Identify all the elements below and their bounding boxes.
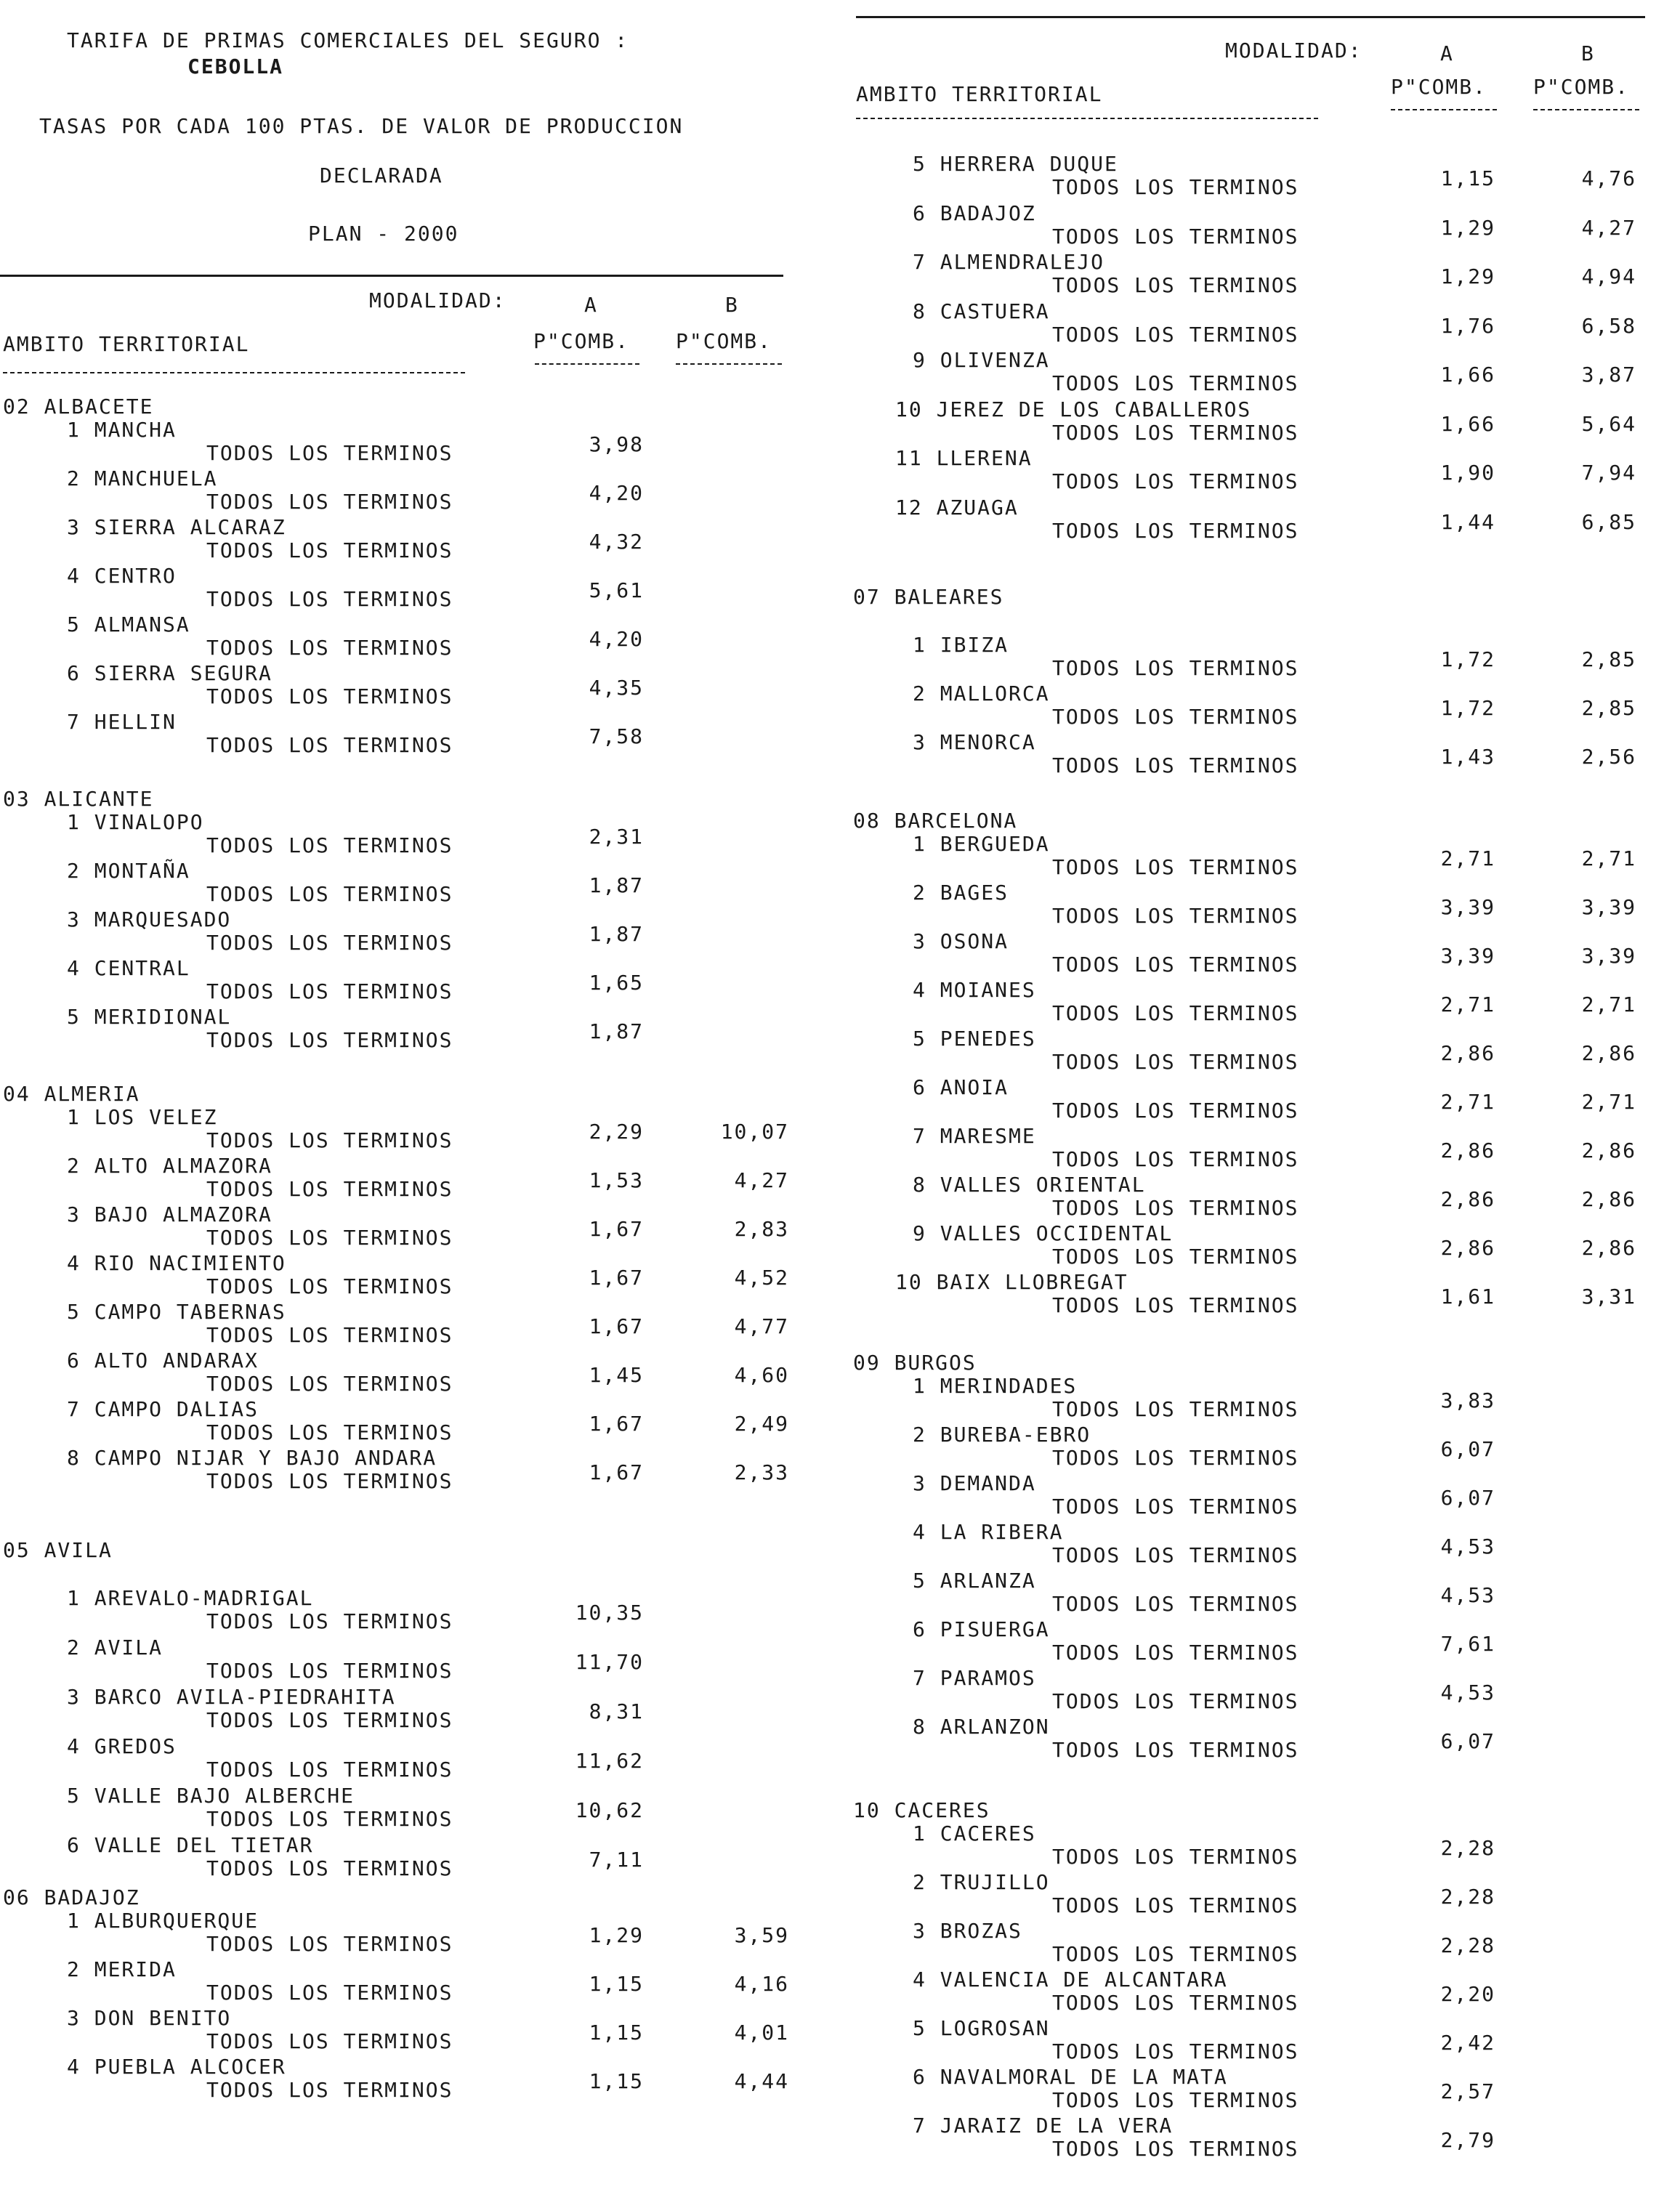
value-a: 1,90 — [1440, 461, 1495, 485]
doc-title: TARIFA DE PRIMAS COMERCIALES DEL SEGURO : — [67, 28, 629, 52]
term-label: TODOS LOS TERMINOS — [1052, 1641, 1299, 1665]
term-label: TODOS LOS TERMINOS — [1052, 175, 1299, 199]
value-b: 2,86 — [1581, 1187, 1636, 1211]
value-b: 4,52 — [734, 1266, 789, 1290]
value-a: 3,39 — [1440, 895, 1495, 919]
term-label: TODOS LOS TERMINOS — [206, 538, 453, 562]
value-a: 2,86 — [1440, 1236, 1495, 1260]
term-label: TODOS LOS TERMINOS — [1052, 1942, 1299, 1966]
value-b: 2,85 — [1581, 696, 1636, 720]
province-heading: 08 BARCELONA — [853, 809, 1018, 833]
value-a: 1,15 — [589, 1972, 644, 1996]
comarca-name: 6 SIERRA SEGURA — [67, 661, 272, 685]
value-a: 8,31 — [589, 1699, 644, 1723]
term-label: TODOS LOS TERMINOS — [206, 1659, 453, 1683]
value-a: 4,20 — [589, 627, 644, 651]
term-label: TODOS LOS TERMINOS — [1052, 1991, 1299, 2015]
value-b: 4,27 — [1581, 215, 1636, 240]
value-a: 1,72 — [1440, 647, 1495, 671]
province-heading: 06 BADAJOZ — [3, 1885, 140, 1909]
term-label: TODOS LOS TERMINOS — [1052, 705, 1299, 729]
value-b: 6,58 — [1581, 313, 1636, 338]
value-a: 1,43 — [1440, 745, 1495, 769]
term-label: TODOS LOS TERMINOS — [1052, 1147, 1299, 1171]
comarca-name: 3 MENORCA — [913, 730, 1036, 754]
header-rule — [856, 16, 1645, 18]
value-a: 4,32 — [589, 530, 644, 554]
comarca-name: 5 ALMANSA — [67, 612, 190, 636]
comarca-name: 2 BUREBA-EBRO — [913, 1423, 1091, 1447]
value-a: 7,58 — [589, 724, 644, 748]
term-label: TODOS LOS TERMINOS — [206, 1856, 453, 1880]
value-b: 2,86 — [1581, 1236, 1636, 1260]
term-label: TODOS LOS TERMINOS — [1052, 656, 1299, 680]
comarca-name: 12 AZUAGA — [895, 495, 1019, 519]
value-b: 4,01 — [734, 2021, 789, 2045]
term-label: TODOS LOS TERMINOS — [206, 1932, 453, 1956]
comarca-name: 2 AVILA — [67, 1635, 163, 1659]
term-label: TODOS LOS TERMINOS — [206, 1028, 453, 1052]
value-b: 10,07 — [720, 1120, 789, 1144]
term-label: TODOS LOS TERMINOS — [1052, 273, 1299, 297]
comarca-name: 2 BAGES — [913, 881, 1009, 905]
value-a: 3,39 — [1440, 944, 1495, 968]
value-a: 10,35 — [575, 1601, 644, 1625]
value-a: 7,11 — [589, 1848, 644, 1872]
comarca-name: 4 RIO NACIMIENTO — [67, 1251, 286, 1275]
comarca-name: 9 OLIVENZA — [913, 348, 1050, 372]
comarca-name: 1 BERGUEDA — [913, 832, 1050, 856]
col-a-label: A — [1440, 41, 1454, 65]
term-label: TODOS LOS TERMINOS — [206, 833, 453, 857]
comarca-name: 3 BAJO ALMAZORA — [67, 1202, 272, 1226]
value-b: 4,16 — [734, 1972, 789, 1996]
value-a: 1,66 — [1440, 411, 1495, 436]
doc-subtitle-2: DECLARADA — [320, 163, 443, 187]
comarca-name: 1 CACERES — [913, 1821, 1036, 1845]
comarca-name: 8 CAMPO NIJAR Y BAJO ANDARA — [67, 1446, 437, 1470]
value-a: 5,61 — [589, 578, 644, 602]
value-b: 3,39 — [1581, 895, 1636, 919]
term-label: TODOS LOS TERMINOS — [1052, 1099, 1299, 1123]
value-a: 1,65 — [589, 971, 644, 995]
comarca-name: 3 MARQUESADO — [67, 907, 232, 931]
header-rule — [0, 275, 783, 277]
value-b: 2,86 — [1581, 1139, 1636, 1162]
value-b: 6,85 — [1581, 509, 1636, 534]
value-a: 1,67 — [589, 1314, 644, 1338]
comarca-name: 3 DEMANDA — [913, 1471, 1036, 1495]
term-label: TODOS LOS TERMINOS — [1052, 469, 1299, 493]
value-a: 2,31 — [589, 825, 644, 849]
comarca-name: 5 CAMPO TABERNAS — [67, 1300, 286, 1324]
value-a: 4,53 — [1440, 1534, 1495, 1558]
province-heading: 09 BURGOS — [853, 1351, 977, 1375]
term-label: TODOS LOS TERMINOS — [206, 2029, 453, 2053]
term-label: TODOS LOS TERMINOS — [206, 1708, 453, 1732]
province-heading: 07 BALEARES — [853, 585, 1004, 609]
term-label: TODOS LOS TERMINOS — [1052, 1397, 1299, 1421]
value-a: 2,28 — [1440, 1933, 1495, 1957]
col-a-sub-label: P"COMB. — [533, 329, 630, 353]
ambito-label: AMBITO TERRITORIAL — [856, 82, 1103, 106]
comarca-name: 3 DON BENITO — [67, 2006, 232, 2030]
value-a: 2,71 — [1440, 992, 1495, 1016]
value-a: 2,28 — [1440, 1836, 1495, 1860]
term-label: TODOS LOS TERMINOS — [206, 1372, 453, 1396]
value-a: 2,71 — [1440, 846, 1495, 870]
term-label: TODOS LOS TERMINOS — [1052, 855, 1299, 879]
comarca-name: 4 CENTRAL — [67, 956, 190, 980]
term-label: TODOS LOS TERMINOS — [1052, 1196, 1299, 1220]
term-label: TODOS LOS TERMINOS — [206, 1226, 453, 1250]
term-label: TODOS LOS TERMINOS — [1052, 1893, 1299, 1917]
value-a: 2,86 — [1440, 1041, 1495, 1065]
term-label: TODOS LOS TERMINOS — [206, 2078, 453, 2102]
value-a: 6,07 — [1440, 1729, 1495, 1753]
term-label: TODOS LOS TERMINOS — [1052, 2039, 1299, 2063]
col-a-underline — [1391, 109, 1497, 110]
comarca-name: 10 JEREZ DE LOS CABALLEROS — [895, 397, 1252, 421]
comarca-name: 3 BROZAS — [913, 1919, 1022, 1943]
value-a: 2,71 — [1440, 1090, 1495, 1114]
value-a: 10,62 — [575, 1798, 644, 1822]
value-a: 6,07 — [1440, 1437, 1495, 1461]
value-b: 4,44 — [734, 2069, 789, 2093]
value-a: 2,57 — [1440, 2079, 1495, 2103]
value-b: 7,94 — [1581, 461, 1636, 485]
comarca-name: 2 MERIDA — [67, 1957, 177, 1981]
comarca-name: 3 BARCO AVILA-PIEDRAHITA — [67, 1685, 396, 1709]
term-label: TODOS LOS TERMINOS — [206, 684, 453, 708]
term-label: TODOS LOS TERMINOS — [1052, 518, 1299, 543]
value-b: 2,71 — [1581, 1090, 1636, 1114]
comarca-name: 4 GREDOS — [67, 1734, 177, 1758]
comarca-name: 1 ALBURQUERQUE — [67, 1909, 259, 1933]
col-b-sub-label: P"COMB. — [1533, 75, 1630, 99]
value-a: 6,07 — [1440, 1486, 1495, 1510]
value-a: 1,66 — [1440, 363, 1495, 387]
province-heading: 05 AVILA — [3, 1538, 113, 1562]
value-b: 3,59 — [734, 1923, 789, 1947]
comarca-name: 1 AREVALO-MADRIGAL — [67, 1586, 314, 1610]
term-label: TODOS LOS TERMINOS — [1052, 420, 1299, 445]
col-b-underline — [676, 363, 782, 365]
term-label: TODOS LOS TERMINOS — [1052, 1738, 1299, 1762]
col-a-label: A — [584, 293, 598, 317]
comarca-name: 4 LA RIBERA — [913, 1520, 1064, 1544]
value-a: 1,29 — [1440, 215, 1495, 240]
value-b: 3,87 — [1581, 363, 1636, 387]
value-b: 3,39 — [1581, 944, 1636, 968]
term-label: TODOS LOS TERMINOS — [206, 587, 453, 611]
value-a: 2,86 — [1440, 1187, 1495, 1211]
term-label: TODOS LOS TERMINOS — [1052, 224, 1299, 248]
value-b: 4,94 — [1581, 264, 1636, 288]
modalidad-label: MODALIDAD: — [1225, 39, 1362, 62]
comarca-name: 4 MOIANES — [913, 978, 1036, 1002]
term-label: TODOS LOS TERMINOS — [1052, 371, 1299, 395]
term-label: TODOS LOS TERMINOS — [1052, 322, 1299, 347]
value-a: 1,53 — [589, 1168, 644, 1192]
comarca-name: 8 VALLES ORIENTAL — [913, 1173, 1146, 1197]
value-a: 1,87 — [589, 1019, 644, 1043]
value-a: 2,42 — [1440, 2031, 1495, 2055]
value-b: 2,56 — [1581, 745, 1636, 769]
term-label: TODOS LOS TERMINOS — [206, 1758, 453, 1782]
value-a: 7,61 — [1440, 1632, 1495, 1656]
term-label: TODOS LOS TERMINOS — [1052, 1050, 1299, 1074]
value-a: 2,29 — [589, 1120, 644, 1144]
term-label: TODOS LOS TERMINOS — [1052, 1689, 1299, 1713]
comarca-name: 7 MARESME — [913, 1124, 1036, 1148]
value-a: 11,70 — [575, 1650, 644, 1674]
term-label: TODOS LOS TERMINOS — [206, 441, 453, 465]
comarca-name: 5 ARLANZA — [913, 1569, 1036, 1593]
comarca-name: 1 MERINDADES — [913, 1374, 1078, 1398]
term-label: TODOS LOS TERMINOS — [206, 882, 453, 906]
col-b-sub-label: P"COMB. — [676, 329, 772, 353]
value-b: 2,49 — [734, 1412, 789, 1436]
value-a: 1,67 — [589, 1460, 644, 1484]
comarca-name: 2 TRUJILLO — [913, 1870, 1050, 1894]
doc-subtitle: TASAS POR CADA 100 PTAS. DE VALOR DE PRODUCCION — [39, 114, 684, 138]
value-a: 1,29 — [589, 1923, 644, 1947]
province-heading: 02 ALBACETE — [3, 395, 154, 418]
value-b: 2,71 — [1581, 992, 1636, 1016]
comarca-name: 6 VALLE DEL TIETAR — [67, 1833, 314, 1857]
comarca-name: 5 MERIDIONAL — [67, 1005, 232, 1029]
term-label: TODOS LOS TERMINOS — [1052, 753, 1299, 777]
modalidad-label: MODALIDAD: — [369, 288, 506, 312]
comarca-name: 5 VALLE BAJO ALBERCHE — [67, 1784, 355, 1808]
province-heading: 10 CACERES — [853, 1798, 990, 1822]
comarca-name: 7 PARAMOS — [913, 1666, 1036, 1690]
term-label: TODOS LOS TERMINOS — [206, 1177, 453, 1201]
comarca-name: 1 MANCHA — [67, 418, 177, 442]
comarca-name: 4 CENTRO — [67, 564, 177, 588]
term-label: TODOS LOS TERMINOS — [1052, 1543, 1299, 1567]
value-a: 1,15 — [589, 2069, 644, 2093]
comarca-name: 1 IBIZA — [913, 633, 1009, 657]
col-a-sub-label: P"COMB. — [1391, 75, 1487, 99]
value-a: 1,44 — [1440, 509, 1495, 534]
comarca-name: 1 VINALOPO — [67, 810, 204, 834]
value-a: 1,29 — [1440, 264, 1495, 288]
value-a: 1,67 — [589, 1412, 644, 1436]
term-label: TODOS LOS TERMINOS — [206, 1128, 453, 1152]
term-label: TODOS LOS TERMINOS — [206, 1323, 453, 1347]
comarca-name: 2 MALLORCA — [913, 682, 1050, 705]
col-b-label: B — [725, 293, 739, 317]
comarca-name: 6 ALTO ANDARAX — [67, 1348, 259, 1372]
value-a: 4,53 — [1440, 1583, 1495, 1607]
value-b: 4,27 — [734, 1168, 789, 1192]
ambito-underline — [856, 118, 1318, 119]
comarca-name: 7 CAMPO DALIAS — [67, 1397, 259, 1421]
term-label: TODOS LOS TERMINOS — [1052, 904, 1299, 928]
value-b: 4,60 — [734, 1363, 789, 1387]
term-label: TODOS LOS TERMINOS — [206, 1807, 453, 1831]
value-a: 4,53 — [1440, 1681, 1495, 1704]
value-a: 1,61 — [1440, 1285, 1495, 1309]
value-a: 1,15 — [589, 2021, 644, 2045]
term-label: TODOS LOS TERMINOS — [206, 636, 453, 660]
value-b: 3,31 — [1581, 1285, 1636, 1309]
comarca-name: 4 PUEBLA ALCOCER — [67, 2055, 286, 2079]
comarca-name: 2 MANCHUELA — [67, 466, 218, 490]
province-heading: 03 ALICANTE — [3, 787, 154, 811]
comarca-name: 4 VALENCIA DE ALCANTARA — [913, 1968, 1228, 1991]
value-b: 2,86 — [1581, 1041, 1636, 1065]
term-label: TODOS LOS TERMINOS — [1052, 2088, 1299, 2112]
comarca-name: 11 LLERENA — [895, 446, 1033, 470]
plan-label: PLAN - 2000 — [308, 222, 459, 246]
term-label: TODOS LOS TERMINOS — [206, 931, 453, 955]
value-b: 4,77 — [734, 1314, 789, 1338]
value-b: 2,83 — [734, 1217, 789, 1241]
value-a: 3,83 — [1440, 1388, 1495, 1412]
value-b: 2,85 — [1581, 647, 1636, 671]
term-label: TODOS LOS TERMINOS — [206, 1274, 453, 1298]
term-label: TODOS LOS TERMINOS — [206, 1609, 453, 1633]
comarca-name: 2 ALTO ALMAZORA — [67, 1154, 272, 1178]
term-label: TODOS LOS TERMINOS — [1052, 1592, 1299, 1616]
value-a: 1,87 — [589, 922, 644, 946]
ambito-underline — [3, 372, 465, 373]
comarca-name: 7 JARAIZ DE LA VERA — [913, 2114, 1174, 2138]
value-a: 1,72 — [1440, 696, 1495, 720]
comarca-name: 1 LOS VELEZ — [67, 1105, 218, 1129]
term-label: TODOS LOS TERMINOS — [1052, 1446, 1299, 1470]
value-a: 1,67 — [589, 1266, 644, 1290]
value-b: 2,33 — [734, 1460, 789, 1484]
value-a: 2,86 — [1440, 1139, 1495, 1162]
comarca-name: 6 BADAJOZ — [913, 201, 1036, 225]
comarca-name: 6 NAVALMORAL DE LA MATA — [913, 2065, 1228, 2089]
term-label: TODOS LOS TERMINOS — [206, 490, 453, 514]
comarca-name: 5 PENEDES — [913, 1027, 1036, 1051]
value-a: 2,28 — [1440, 1885, 1495, 1909]
province-heading: 04 ALMERIA — [3, 1082, 140, 1106]
comarca-name: 3 SIERRA ALCARAZ — [67, 515, 286, 539]
comarca-name: 9 VALLES OCCIDENTAL — [913, 1221, 1174, 1245]
term-label: TODOS LOS TERMINOS — [206, 733, 453, 757]
value-a: 1,45 — [589, 1363, 644, 1387]
term-label: TODOS LOS TERMINOS — [206, 979, 453, 1003]
value-a: 2,79 — [1440, 2128, 1495, 2152]
comarca-name: 8 CASTUERA — [913, 299, 1050, 323]
term-label: TODOS LOS TERMINOS — [1052, 1495, 1299, 1518]
term-label: TODOS LOS TERMINOS — [206, 1981, 453, 2005]
value-a: 1,15 — [1440, 166, 1495, 190]
comarca-name: 8 ARLANZON — [913, 1715, 1050, 1739]
comarca-name: 3 OSONA — [913, 929, 1009, 953]
col-b-label: B — [1581, 41, 1595, 65]
term-label: TODOS LOS TERMINOS — [1052, 953, 1299, 976]
ambito-label: AMBITO TERRITORIAL — [3, 332, 250, 356]
value-a: 1,76 — [1440, 313, 1495, 338]
comarca-name: 10 BAIX LLOBREGAT — [895, 1270, 1128, 1294]
comarca-name: 7 ALMENDRALEJO — [913, 250, 1105, 274]
col-a-underline — [535, 363, 639, 365]
comarca-name: 7 HELLIN — [67, 710, 177, 734]
term-label: TODOS LOS TERMINOS — [1052, 2137, 1299, 2161]
term-label: TODOS LOS TERMINOS — [1052, 1845, 1299, 1869]
term-label: TODOS LOS TERMINOS — [1052, 1245, 1299, 1269]
value-a: 3,98 — [589, 432, 644, 456]
value-b: 2,71 — [1581, 846, 1636, 870]
comarca-name: 5 LOGROSAN — [913, 2016, 1050, 2040]
value-a: 11,62 — [575, 1749, 644, 1773]
value-b: 4,76 — [1581, 166, 1636, 190]
value-b: 5,64 — [1581, 411, 1636, 436]
value-a: 2,20 — [1440, 1982, 1495, 2006]
crop-name: CEBOLLA — [187, 54, 284, 78]
value-a: 4,35 — [589, 676, 644, 700]
comarca-name: 5 HERRERA DUQUE — [913, 152, 1118, 176]
comarca-name: 2 MONTAÑA — [67, 859, 190, 883]
value-a: 4,20 — [589, 481, 644, 505]
comarca-name: 6 ANOIA — [913, 1075, 1009, 1099]
term-label: TODOS LOS TERMINOS — [206, 1469, 453, 1493]
term-label: TODOS LOS TERMINOS — [206, 1420, 453, 1444]
comarca-name: 6 PISUERGA — [913, 1617, 1050, 1641]
term-label: TODOS LOS TERMINOS — [1052, 1293, 1299, 1317]
value-a: 1,87 — [589, 873, 644, 897]
col-b-underline — [1533, 109, 1639, 110]
term-label: TODOS LOS TERMINOS — [1052, 1001, 1299, 1025]
value-a: 1,67 — [589, 1217, 644, 1241]
